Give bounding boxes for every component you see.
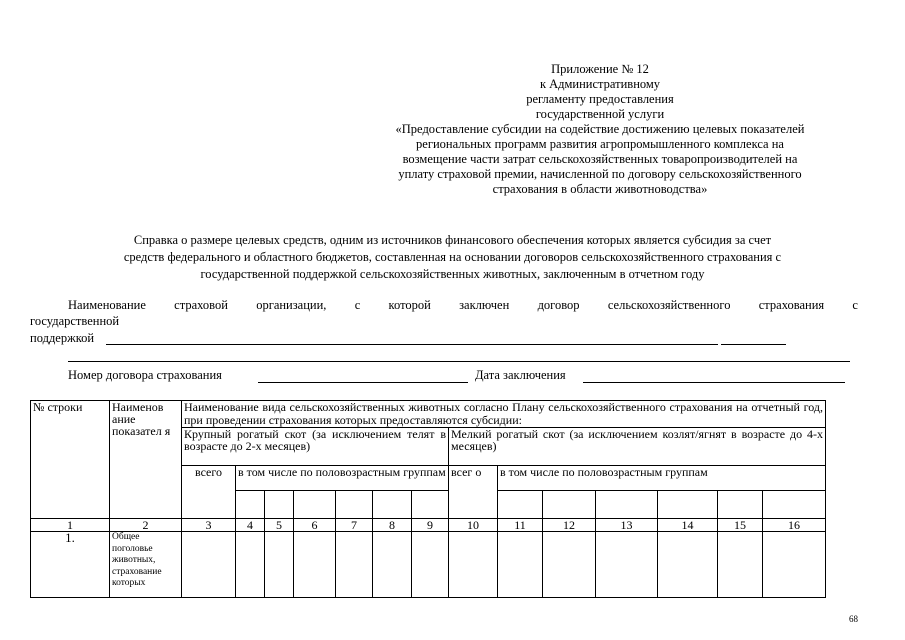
- word: организации,: [256, 298, 327, 312]
- word: договор: [537, 298, 580, 312]
- word: заключен: [459, 298, 510, 312]
- appendix-line: к Административному: [539, 77, 661, 91]
- appendix-line: возмещение части затрат сельскохозяйственных товаропроизводителей на: [402, 152, 798, 166]
- col-number: 14: [658, 519, 718, 532]
- title-line: средств федерального и областного бюджетов, составленная на основании договоров сельскохозяйственного страхования с: [123, 250, 782, 264]
- header-cell: [294, 491, 336, 519]
- data-cell[interactable]: [596, 532, 658, 598]
- header-cattle-groups: в том числе по половозрастным группам: [236, 466, 449, 491]
- data-cell[interactable]: [718, 532, 763, 598]
- word: сельскохозяйственного: [607, 298, 731, 312]
- header-row-number: № строки: [31, 401, 110, 519]
- header-small-groups: в том числе по половозрастным группам: [498, 466, 826, 491]
- word: с: [354, 298, 361, 312]
- word: страховой: [174, 298, 228, 312]
- appendix-line: государственной услуги: [535, 107, 665, 121]
- header-cell: [718, 491, 763, 519]
- data-cell[interactable]: [498, 532, 543, 598]
- header-cattle-total: всего: [182, 466, 236, 519]
- page-number: 68: [849, 614, 858, 624]
- data-cell[interactable]: [449, 532, 498, 598]
- row-number: 1.: [31, 532, 110, 598]
- data-cell[interactable]: [763, 532, 826, 598]
- word: с: [852, 298, 858, 312]
- word: которой: [388, 298, 431, 312]
- col-number: 16: [763, 519, 826, 532]
- col-number: 2: [110, 519, 182, 532]
- insurer-name-input-line2[interactable]: [68, 361, 850, 362]
- appendix-header: [340, 62, 860, 197]
- header-small-total: всег о: [449, 466, 498, 519]
- col-number: 8: [373, 519, 412, 532]
- certificate-title: [30, 232, 875, 283]
- insurer-name-label-cont: государственной: [30, 314, 120, 328]
- col-number: 6: [294, 519, 336, 532]
- insurer-name-label: [68, 298, 858, 313]
- header-cell: [763, 491, 826, 519]
- col-number: 12: [543, 519, 596, 532]
- appendix-line: страхования в области животноводства»: [492, 182, 708, 196]
- col-number: 15: [718, 519, 763, 532]
- header-cell: [658, 491, 718, 519]
- contract-number-label: Номер договора страхования: [68, 368, 222, 382]
- data-cell[interactable]: [294, 532, 336, 598]
- header-cell: [596, 491, 658, 519]
- appendix-line: «Предоставление субсидии на содействие достижению целевых показателей: [395, 122, 805, 136]
- appendix-line: уплату страховой премии, начисленной по договору сельскохозяйственного: [398, 167, 802, 181]
- col-number: 13: [596, 519, 658, 532]
- header-cell: [373, 491, 412, 519]
- header-cell: [412, 491, 449, 519]
- table-row: [31, 532, 826, 598]
- insurer-name-label-end: поддержкой: [30, 331, 95, 345]
- contract-date-input[interactable]: [583, 382, 845, 383]
- data-cell[interactable]: [336, 532, 373, 598]
- appendix-line: Приложение № 12: [551, 62, 649, 76]
- header-cattle: Крупный рогатый скот (за исключением телят в возрасте до 2-х месяцев): [182, 428, 449, 466]
- appendix-line: региональных программ развития агропромышленного комплекса на: [416, 137, 784, 151]
- title-line: Справка о размере целевых средств, одним из источников финансового обеспечения которых является субсидия за счет: [133, 233, 772, 247]
- data-cell[interactable]: [412, 532, 449, 598]
- header-small-cattle: Мелкий рогатый скот (за исключением козлят/ягнят в возрасте до 4-х месяцев): [449, 428, 826, 466]
- appendix-line: регламенту предоставления: [526, 92, 674, 106]
- data-cell[interactable]: [373, 532, 412, 598]
- header-cell: [543, 491, 596, 519]
- column-number-row: [31, 519, 826, 532]
- col-number: 11: [498, 519, 543, 532]
- col-number: 1: [31, 519, 110, 532]
- data-cell[interactable]: [265, 532, 294, 598]
- contract-date-label: Дата заключения: [475, 368, 566, 382]
- header-cell: [236, 491, 265, 519]
- word: страхования: [758, 298, 825, 312]
- header-animal-kind: Наименование вида сельскохозяйственных животных согласно Плану сельскохозяйственного страхования на отчетный год, при проведении страхования которых предоставляются субсидии:: [182, 401, 826, 428]
- data-cell[interactable]: [182, 532, 236, 598]
- col-number: 7: [336, 519, 373, 532]
- col-number: 3: [182, 519, 236, 532]
- data-cell[interactable]: [543, 532, 596, 598]
- header-indicator-name: Наименов ание показател я: [110, 401, 182, 519]
- data-cell[interactable]: [658, 532, 718, 598]
- header-cell: [336, 491, 373, 519]
- col-number: 9: [412, 519, 449, 532]
- word: Наименование: [68, 298, 146, 312]
- col-number: 4: [236, 519, 265, 532]
- row-indicator-name: Общее поголовье животных, страхование которых: [110, 532, 182, 598]
- insurer-name-input[interactable]: [106, 344, 718, 345]
- col-number: 5: [265, 519, 294, 532]
- header-cell: [498, 491, 543, 519]
- data-cell[interactable]: [236, 532, 265, 598]
- header-cell: [265, 491, 294, 519]
- col-number: 10: [449, 519, 498, 532]
- contract-number-input[interactable]: [258, 382, 468, 383]
- subsidy-table: [30, 400, 826, 598]
- title-line: государственной поддержкой сельскохозяйственных животных, заключенным в отчетном году: [200, 267, 705, 281]
- insurer-name-input-tail[interactable]: [721, 344, 786, 345]
